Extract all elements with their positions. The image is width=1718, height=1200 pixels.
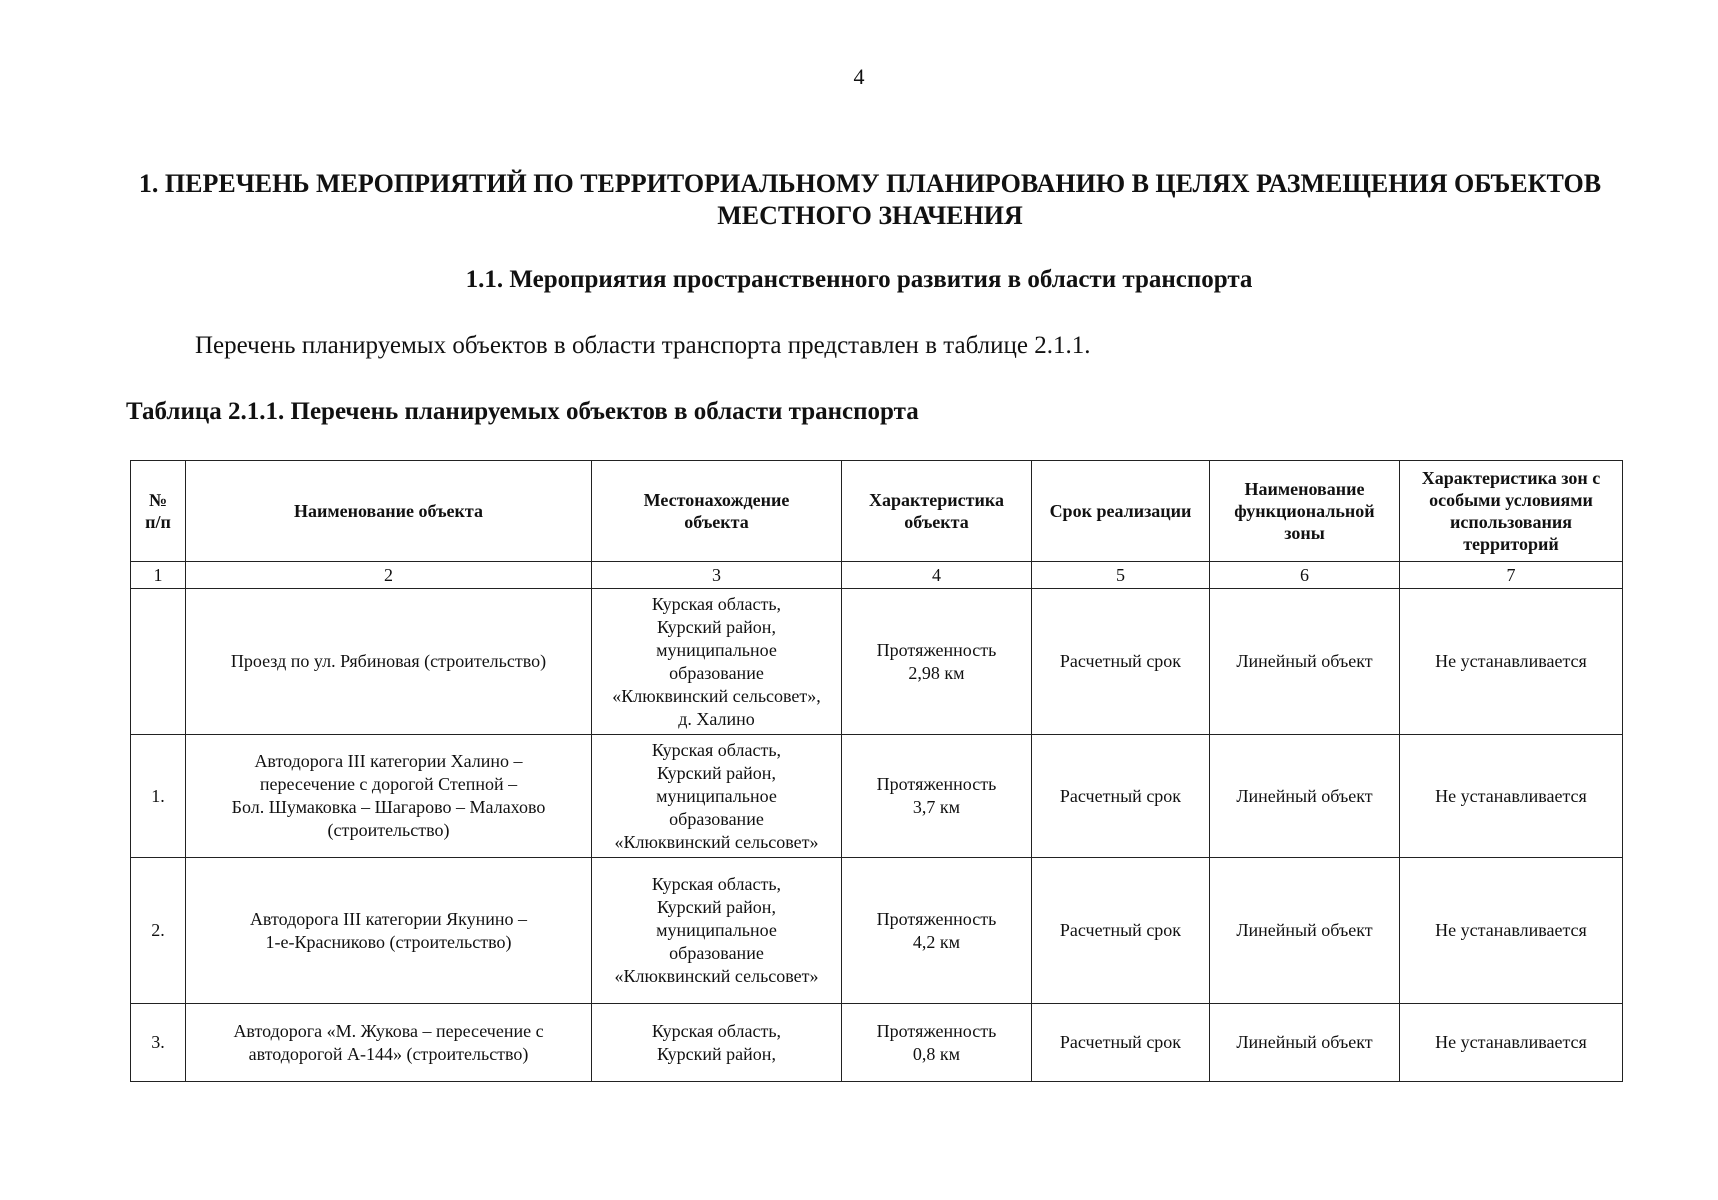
- functional-zone: Линейный объект: [1210, 735, 1400, 858]
- object-name: Автодорога III категории Якунино – 1-е-Красниково (строительство): [186, 858, 592, 1004]
- implementation-term: Расчетный срок: [1032, 1004, 1210, 1082]
- functional-zone: Линейный объект: [1210, 1004, 1400, 1082]
- header-number: № п/п: [131, 461, 186, 562]
- object-characteristic: Протяженность 0,8 км: [842, 1004, 1032, 1082]
- special-zone: Не устанавливается: [1400, 858, 1623, 1004]
- row-number: 1.: [131, 735, 186, 858]
- transport-objects-table: [130, 460, 1623, 1082]
- table-row: [131, 858, 1623, 1004]
- column-number: 2: [186, 562, 592, 589]
- header-term: Срок реализации: [1032, 461, 1210, 562]
- header-special-zones: Характеристика зон с особыми условиями использования территорий: [1400, 461, 1623, 562]
- header-functional-zone: Наименование функциональной зоны: [1210, 461, 1400, 562]
- implementation-term: Расчетный срок: [1032, 858, 1210, 1004]
- table-row: [131, 1004, 1623, 1082]
- implementation-term: Расчетный срок: [1032, 735, 1210, 858]
- section-heading: 1.1. Мероприятия пространственного развития в области транспорта: [465, 266, 1253, 293]
- functional-zone: Линейный объект: [1210, 589, 1400, 735]
- functional-zone: Линейный объект: [1210, 858, 1400, 1004]
- table-caption: Таблица 2.1.1. Перечень планируемых объектов в области транспорта: [126, 398, 919, 425]
- object-location: Курская область, Курский район,: [592, 1004, 842, 1082]
- header-object-name: Наименование объекта: [186, 461, 592, 562]
- object-characteristic: Протяженность 2,98 км: [842, 589, 1032, 735]
- object-location: Курская область, Курский район, муниципальное образование «Клюквинский сельсовет», д. Халино: [592, 589, 842, 735]
- column-number: 5: [1032, 562, 1210, 589]
- implementation-term: Расчетный срок: [1032, 589, 1210, 735]
- object-name: Автодорога «М. Жукова – пересечение с автодорогой А-144» (строительство): [186, 1004, 592, 1082]
- column-number: 3: [592, 562, 842, 589]
- header-location: Местонахождение объекта: [592, 461, 842, 562]
- object-name: Проезд по ул. Рябиновая (строительство): [186, 589, 592, 735]
- intro-paragraph: Перечень планируемых объектов в области транспорта представлен в таблице 2.1.1.: [195, 332, 1091, 359]
- column-number: 1: [131, 562, 186, 589]
- main-heading: 1. ПЕРЕЧЕНЬ МЕРОПРИЯТИЙ ПО ТЕРРИТОРИАЛЬНОМУ ПЛАНИРОВАНИЮ В ЦЕЛЯХ РАЗМЕЩЕНИЯ ОБЪЕКТОВ МЕСТНОГО ЗНАЧЕНИЯ: [138, 169, 1602, 230]
- object-location: Курская область, Курский район, муниципальное образование «Клюквинский сельсовет»: [592, 735, 842, 858]
- column-number-row: [131, 562, 1623, 589]
- table-row: [131, 735, 1623, 858]
- table-header-row: [131, 461, 1623, 562]
- column-number: 4: [842, 562, 1032, 589]
- column-number: 6: [1210, 562, 1400, 589]
- page-number: 4: [853, 64, 865, 89]
- object-characteristic: Протяженность 3,7 км: [842, 735, 1032, 858]
- special-zone: Не устанавливается: [1400, 589, 1623, 735]
- table-row: [131, 589, 1623, 735]
- special-zone: Не устанавливается: [1400, 735, 1623, 858]
- row-number: 3.: [131, 1004, 186, 1082]
- row-number: 2.: [131, 858, 186, 1004]
- column-number: 7: [1400, 562, 1623, 589]
- header-characteristic: Характеристика объекта: [842, 461, 1032, 562]
- special-zone: Не устанавливается: [1400, 1004, 1623, 1082]
- row-number: [131, 589, 186, 735]
- object-characteristic: Протяженность 4,2 км: [842, 858, 1032, 1004]
- object-location: Курская область, Курский район, муниципальное образование «Клюквинский сельсовет»: [592, 858, 842, 1004]
- object-name: Автодорога III категории Халино – пересечение с дорогой Степной – Бол. Шумаковка – Шагарово – Малахово (строительство): [186, 735, 592, 858]
